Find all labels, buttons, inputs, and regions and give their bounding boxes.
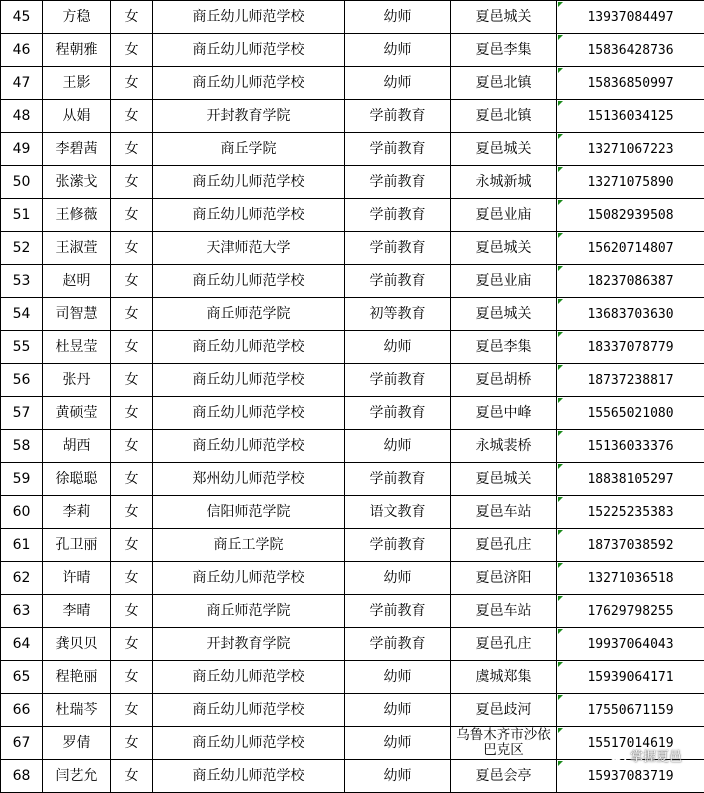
cell-location: 夏邑业庙 bbox=[451, 199, 557, 232]
cell-no: 68 bbox=[1, 760, 43, 793]
table-row bbox=[1, 34, 704, 67]
table-row bbox=[1, 562, 704, 595]
cell-location: 夏邑中峰 bbox=[451, 397, 557, 430]
cell-location: 虞城郑集 bbox=[451, 661, 557, 694]
table-row bbox=[1, 529, 704, 562]
cell-name: 许晴 bbox=[43, 562, 111, 595]
cell-no: 59 bbox=[1, 463, 43, 496]
cell-school: 商丘幼儿师范学校 bbox=[153, 562, 345, 595]
cell-major: 幼师 bbox=[345, 67, 451, 100]
cell-gender: 女 bbox=[111, 265, 153, 298]
cell-phone: 15136034125 bbox=[557, 100, 704, 133]
cell-major: 幼师 bbox=[345, 727, 451, 760]
table-row bbox=[1, 727, 704, 760]
table-row bbox=[1, 595, 704, 628]
cell-phone: 17629798255 bbox=[557, 595, 704, 628]
cell-name: 王影 bbox=[43, 67, 111, 100]
cell-major: 幼师 bbox=[345, 562, 451, 595]
cell-gender: 女 bbox=[111, 430, 153, 463]
table-row bbox=[1, 364, 704, 397]
table-row bbox=[1, 232, 704, 265]
cell-phone: 18737038592 bbox=[557, 529, 704, 562]
table-row bbox=[1, 760, 704, 793]
cell-major: 幼师 bbox=[345, 760, 451, 793]
cell-major: 幼师 bbox=[345, 430, 451, 463]
cell-gender: 女 bbox=[111, 694, 153, 727]
watermark-text: 掌握夏邑 bbox=[630, 746, 682, 765]
table-row bbox=[1, 628, 704, 661]
cell-gender: 女 bbox=[111, 727, 153, 760]
cell-name: 李莉 bbox=[43, 496, 111, 529]
cell-school: 商丘幼儿师范学校 bbox=[153, 1, 345, 34]
cell-name: 黄硕莹 bbox=[43, 397, 111, 430]
cell-name: 从娟 bbox=[43, 100, 111, 133]
cell-phone: 15517014619 bbox=[557, 727, 704, 760]
cell-gender: 女 bbox=[111, 364, 153, 397]
cell-name: 张潆戈 bbox=[43, 166, 111, 199]
cell-no: 55 bbox=[1, 331, 43, 364]
cell-major: 初等教育 bbox=[345, 298, 451, 331]
table-row bbox=[1, 265, 704, 298]
cell-phone: 13937084497 bbox=[557, 1, 704, 34]
table-row bbox=[1, 1, 704, 34]
table-row bbox=[1, 166, 704, 199]
cell-name: 司智慧 bbox=[43, 298, 111, 331]
cell-gender: 女 bbox=[111, 529, 153, 562]
cell-location: 夏邑胡桥 bbox=[451, 364, 557, 397]
cell-gender: 女 bbox=[111, 199, 153, 232]
cell-location: 夏邑车站 bbox=[451, 595, 557, 628]
cell-gender: 女 bbox=[111, 298, 153, 331]
cell-major: 学前教育 bbox=[345, 595, 451, 628]
cell-school: 商丘幼儿师范学校 bbox=[153, 364, 345, 397]
cell-no: 47 bbox=[1, 67, 43, 100]
cell-name: 张丹 bbox=[43, 364, 111, 397]
cell-no: 53 bbox=[1, 265, 43, 298]
cell-phone: 15225235383 bbox=[557, 496, 704, 529]
cell-phone: 17550671159 bbox=[557, 694, 704, 727]
cell-name: 胡西 bbox=[43, 430, 111, 463]
cell-phone: 13271036518 bbox=[557, 562, 704, 595]
cell-school: 天津师范大学 bbox=[153, 232, 345, 265]
cell-no: 61 bbox=[1, 529, 43, 562]
cell-school: 商丘幼儿师范学校 bbox=[153, 166, 345, 199]
cell-major: 学前教育 bbox=[345, 199, 451, 232]
cell-school: 开封教育学院 bbox=[153, 100, 345, 133]
cell-phone: 15937083719 bbox=[557, 760, 704, 793]
cell-location: 夏邑孔庄 bbox=[451, 628, 557, 661]
cell-major: 学前教育 bbox=[345, 628, 451, 661]
cell-school: 商丘幼儿师范学校 bbox=[153, 760, 345, 793]
cell-location: 夏邑城关 bbox=[451, 298, 557, 331]
cell-school: 开封教育学院 bbox=[153, 628, 345, 661]
cell-major: 学前教育 bbox=[345, 133, 451, 166]
table-row bbox=[1, 397, 704, 430]
cell-school: 商丘幼儿师范学校 bbox=[153, 430, 345, 463]
cell-gender: 女 bbox=[111, 397, 153, 430]
cell-name: 闫艺允 bbox=[43, 760, 111, 793]
cell-name: 徐聪聪 bbox=[43, 463, 111, 496]
cell-school: 商丘幼儿师范学校 bbox=[153, 661, 345, 694]
cell-major: 学前教育 bbox=[345, 265, 451, 298]
cell-location: 夏邑济阳 bbox=[451, 562, 557, 595]
cell-phone: 15620714807 bbox=[557, 232, 704, 265]
cell-school: 商丘幼儿师范学校 bbox=[153, 331, 345, 364]
cell-no: 52 bbox=[1, 232, 43, 265]
cell-major: 学前教育 bbox=[345, 232, 451, 265]
cell-no: 65 bbox=[1, 661, 43, 694]
cell-gender: 女 bbox=[111, 661, 153, 694]
cell-no: 58 bbox=[1, 430, 43, 463]
cell-gender: 女 bbox=[111, 463, 153, 496]
cell-phone: 15836428736 bbox=[557, 34, 704, 67]
cell-gender: 女 bbox=[111, 166, 153, 199]
cell-phone: 15082939508 bbox=[557, 199, 704, 232]
cell-location: 夏邑车站 bbox=[451, 496, 557, 529]
cell-school: 郑州幼儿师范学校 bbox=[153, 463, 345, 496]
cell-school: 商丘幼儿师范学校 bbox=[153, 727, 345, 760]
cell-major: 学前教育 bbox=[345, 397, 451, 430]
cell-school: 商丘幼儿师范学校 bbox=[153, 34, 345, 67]
cell-gender: 女 bbox=[111, 496, 153, 529]
cell-name: 方稳 bbox=[43, 1, 111, 34]
watermark bbox=[609, 746, 682, 765]
table-row bbox=[1, 67, 704, 100]
cell-phone: 15836850997 bbox=[557, 67, 704, 100]
table-row bbox=[1, 496, 704, 529]
cell-major: 幼师 bbox=[345, 34, 451, 67]
cell-no: 67 bbox=[1, 727, 43, 760]
cell-major: 语文教育 bbox=[345, 496, 451, 529]
cell-phone: 19937064043 bbox=[557, 628, 704, 661]
cell-major: 学前教育 bbox=[345, 463, 451, 496]
cell-no: 64 bbox=[1, 628, 43, 661]
cell-location: 永城裴桥 bbox=[451, 430, 557, 463]
cell-no: 54 bbox=[1, 298, 43, 331]
cell-location: 夏邑孔庄 bbox=[451, 529, 557, 562]
cell-school: 商丘师范学院 bbox=[153, 595, 345, 628]
cell-school: 商丘幼儿师范学校 bbox=[153, 265, 345, 298]
wechat-icon bbox=[609, 749, 627, 763]
cell-phone: 18838105297 bbox=[557, 463, 704, 496]
cell-name: 杜昱莹 bbox=[43, 331, 111, 364]
cell-gender: 女 bbox=[111, 100, 153, 133]
cell-no: 56 bbox=[1, 364, 43, 397]
cell-location: 夏邑歧河 bbox=[451, 694, 557, 727]
cell-school: 商丘学院 bbox=[153, 133, 345, 166]
cell-no: 49 bbox=[1, 133, 43, 166]
cell-location: 夏邑城关 bbox=[451, 463, 557, 496]
cell-location: 夏邑城关 bbox=[451, 232, 557, 265]
cell-major: 幼师 bbox=[345, 694, 451, 727]
cell-phone: 18237086387 bbox=[557, 265, 704, 298]
cell-phone: 18737238817 bbox=[557, 364, 704, 397]
cell-no: 63 bbox=[1, 595, 43, 628]
table-row bbox=[1, 331, 704, 364]
cell-major: 幼师 bbox=[345, 661, 451, 694]
cell-major: 学前教育 bbox=[345, 166, 451, 199]
cell-location: 夏邑业庙 bbox=[451, 265, 557, 298]
cell-location: 夏邑会亭 bbox=[451, 760, 557, 793]
cell-no: 45 bbox=[1, 1, 43, 34]
cell-major: 幼师 bbox=[345, 1, 451, 34]
cell-school: 商丘幼儿师范学校 bbox=[153, 397, 345, 430]
cell-major: 学前教育 bbox=[345, 100, 451, 133]
cell-phone: 13271075890 bbox=[557, 166, 704, 199]
cell-gender: 女 bbox=[111, 628, 153, 661]
cell-no: 51 bbox=[1, 199, 43, 232]
cell-name: 程艳丽 bbox=[43, 661, 111, 694]
cell-location: 夏邑北镇 bbox=[451, 100, 557, 133]
cell-no: 66 bbox=[1, 694, 43, 727]
cell-school: 商丘幼儿师范学校 bbox=[153, 694, 345, 727]
table-row bbox=[1, 133, 704, 166]
cell-phone: 13271067223 bbox=[557, 133, 704, 166]
cell-no: 60 bbox=[1, 496, 43, 529]
cell-name: 龚贝贝 bbox=[43, 628, 111, 661]
cell-no: 57 bbox=[1, 397, 43, 430]
cell-name: 王修薇 bbox=[43, 199, 111, 232]
cell-school: 商丘工学院 bbox=[153, 529, 345, 562]
cell-phone: 13683703630 bbox=[557, 298, 704, 331]
table-row bbox=[1, 298, 704, 331]
cell-location: 夏邑北镇 bbox=[451, 67, 557, 100]
cell-location: 夏邑城关 bbox=[451, 1, 557, 34]
cell-gender: 女 bbox=[111, 34, 153, 67]
cell-location: 夏邑李集 bbox=[451, 331, 557, 364]
cell-school: 商丘幼儿师范学校 bbox=[153, 199, 345, 232]
table-row bbox=[1, 694, 704, 727]
cell-no: 62 bbox=[1, 562, 43, 595]
roster-body bbox=[1, 1, 704, 793]
cell-gender: 女 bbox=[111, 595, 153, 628]
cell-gender: 女 bbox=[111, 232, 153, 265]
cell-gender: 女 bbox=[111, 1, 153, 34]
cell-location: 夏邑李集 bbox=[451, 34, 557, 67]
cell-major: 学前教育 bbox=[345, 364, 451, 397]
cell-phone: 15136033376 bbox=[557, 430, 704, 463]
table-row bbox=[1, 430, 704, 463]
cell-phone: 15565021080 bbox=[557, 397, 704, 430]
cell-location: 乌鲁木齐市沙依巴克区 bbox=[451, 727, 557, 760]
cell-name: 李碧茜 bbox=[43, 133, 111, 166]
cell-name: 程朝雅 bbox=[43, 34, 111, 67]
table-row bbox=[1, 100, 704, 133]
table-row bbox=[1, 463, 704, 496]
cell-gender: 女 bbox=[111, 562, 153, 595]
cell-school: 商丘幼儿师范学校 bbox=[153, 67, 345, 100]
cell-gender: 女 bbox=[111, 760, 153, 793]
cell-major: 幼师 bbox=[345, 331, 451, 364]
cell-school: 商丘师范学院 bbox=[153, 298, 345, 331]
cell-location: 夏邑城关 bbox=[451, 133, 557, 166]
cell-no: 48 bbox=[1, 100, 43, 133]
cell-gender: 女 bbox=[111, 67, 153, 100]
cell-phone: 15939064171 bbox=[557, 661, 704, 694]
cell-school: 信阳师范学院 bbox=[153, 496, 345, 529]
cell-name: 孔卫丽 bbox=[43, 529, 111, 562]
cell-name: 李晴 bbox=[43, 595, 111, 628]
cell-name: 赵明 bbox=[43, 265, 111, 298]
cell-name: 罗倩 bbox=[43, 727, 111, 760]
cell-no: 50 bbox=[1, 166, 43, 199]
table-row bbox=[1, 661, 704, 694]
cell-major: 学前教育 bbox=[345, 529, 451, 562]
cell-gender: 女 bbox=[111, 331, 153, 364]
cell-location: 永城新城 bbox=[451, 166, 557, 199]
cell-gender: 女 bbox=[111, 133, 153, 166]
cell-name: 王淑萱 bbox=[43, 232, 111, 265]
table-row bbox=[1, 199, 704, 232]
cell-phone: 18337078779 bbox=[557, 331, 704, 364]
cell-no: 46 bbox=[1, 34, 43, 67]
cell-name: 杜瑞芩 bbox=[43, 694, 111, 727]
